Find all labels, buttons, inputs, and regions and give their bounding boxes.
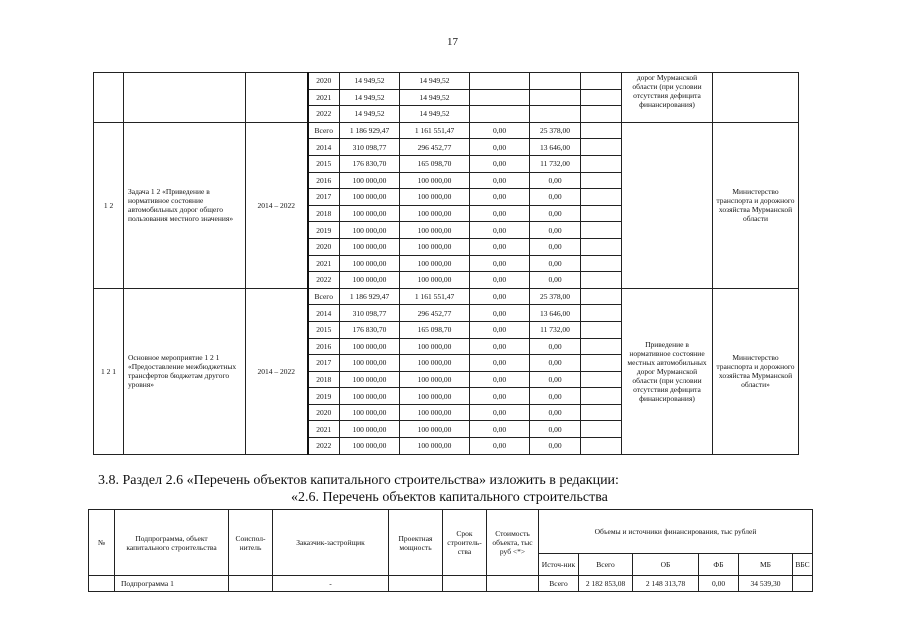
extra-cell bbox=[581, 238, 622, 255]
ob-cell: 100 000,00 bbox=[400, 172, 470, 189]
year-cell: 2021 bbox=[308, 255, 340, 272]
measure-name: Основное мероприятие 1 2 1 «Предоставление межбюджетных трансфертов бюджетам другого уровня» bbox=[124, 288, 246, 454]
fb-cell: 0,00 bbox=[470, 238, 530, 255]
extra-cell bbox=[581, 438, 622, 455]
fb-cell bbox=[470, 89, 530, 106]
ob-cell: 100 000,00 bbox=[400, 388, 470, 405]
year-cell: 2022 bbox=[308, 106, 340, 123]
year-cell: 2020 bbox=[308, 73, 340, 90]
row-fb: 0,00 bbox=[699, 576, 739, 592]
extra-cell bbox=[581, 189, 622, 206]
ob-cell: 296 452,77 bbox=[400, 139, 470, 156]
ob-cell: 100 000,00 bbox=[400, 338, 470, 355]
extra-cell bbox=[581, 155, 622, 172]
header-fb: ФБ bbox=[699, 554, 739, 576]
mb-cell: 0,00 bbox=[530, 438, 581, 455]
ob-cell: 14 949,52 bbox=[400, 73, 470, 90]
mb-cell: 0,00 bbox=[530, 404, 581, 421]
mb-cell: 0,00 bbox=[530, 222, 581, 239]
measure-result: Приведение в нормативное состояние местных автомобильных дорог Мурманской области (при условии отсутствия дефицита финансирования) bbox=[622, 288, 713, 454]
task-result bbox=[622, 122, 713, 288]
total-cell: 100 000,00 bbox=[340, 388, 400, 405]
ob-cell: 100 000,00 bbox=[400, 438, 470, 455]
row-term bbox=[443, 576, 487, 592]
ob-cell: 165 098,70 bbox=[400, 321, 470, 338]
mb-cell: 0,00 bbox=[530, 205, 581, 222]
total-cell: 310 098,77 bbox=[340, 139, 400, 156]
extra-cell bbox=[581, 272, 622, 289]
year-cell: 2014 bbox=[308, 139, 340, 156]
total-cell: 14 949,52 bbox=[340, 106, 400, 123]
year-cell: 2017 bbox=[308, 189, 340, 206]
fb-cell: 0,00 bbox=[470, 172, 530, 189]
mb-cell: 0,00 bbox=[530, 255, 581, 272]
row-coexecutor bbox=[229, 576, 273, 592]
ob-cell: 296 452,77 bbox=[400, 305, 470, 322]
total-cell: 100 000,00 bbox=[340, 272, 400, 289]
table-row bbox=[94, 122, 799, 139]
period-cell bbox=[246, 73, 308, 123]
extra-cell bbox=[581, 288, 622, 305]
row-vbs bbox=[793, 576, 813, 592]
ob-cell: 100 000,00 bbox=[400, 371, 470, 388]
total-cell: 100 000,00 bbox=[340, 189, 400, 206]
year-cell: 2019 bbox=[308, 222, 340, 239]
extra-cell bbox=[581, 338, 622, 355]
header-funding: Объемы и источники финансирования, тыс рублей bbox=[539, 510, 813, 554]
total-cell: 14 949,52 bbox=[340, 89, 400, 106]
ob-cell: 1 161 551,47 bbox=[400, 288, 470, 305]
row-total: 2 182 853,08 bbox=[579, 576, 633, 592]
ob-cell: 100 000,00 bbox=[400, 255, 470, 272]
header-num: № bbox=[89, 510, 115, 576]
extra-cell bbox=[581, 73, 622, 90]
year-cell: 2014 bbox=[308, 305, 340, 322]
extra-cell bbox=[581, 255, 622, 272]
year-cell: 2022 bbox=[308, 272, 340, 289]
row-cost bbox=[487, 576, 539, 592]
program-funding-table bbox=[93, 72, 799, 455]
total-cell: 176 830,70 bbox=[340, 155, 400, 172]
year-cell: 2016 bbox=[308, 172, 340, 189]
fb-cell: 0,00 bbox=[470, 371, 530, 388]
task-executor: Министерство транспорта и дорожного хозяйства Мурманской области bbox=[713, 122, 799, 288]
total-cell: 100 000,00 bbox=[340, 355, 400, 372]
extra-cell bbox=[581, 355, 622, 372]
extra-cell bbox=[581, 371, 622, 388]
year-cell: Всего bbox=[308, 288, 340, 305]
total-cell: 100 000,00 bbox=[340, 255, 400, 272]
ob-cell: 165 098,70 bbox=[400, 155, 470, 172]
header-coexecutor: Соиспол-нитель bbox=[229, 510, 273, 576]
row-capacity bbox=[389, 576, 443, 592]
mb-cell: 13 646,00 bbox=[530, 139, 581, 156]
row-num bbox=[89, 576, 115, 592]
header-mb: МБ bbox=[739, 554, 793, 576]
ob-cell: 100 000,00 bbox=[400, 189, 470, 206]
table-row bbox=[94, 73, 799, 90]
total-cell: 176 830,70 bbox=[340, 321, 400, 338]
ob-cell: 14 949,52 bbox=[400, 89, 470, 106]
extra-cell bbox=[581, 305, 622, 322]
fb-cell: 0,00 bbox=[470, 421, 530, 438]
mb-cell bbox=[530, 106, 581, 123]
num-cell bbox=[94, 73, 124, 123]
task-period: 2014 – 2022 bbox=[246, 122, 308, 288]
name-cell bbox=[124, 73, 246, 123]
mb-cell: 0,00 bbox=[530, 388, 581, 405]
year-cell: 2019 bbox=[308, 388, 340, 405]
ob-cell: 1 161 551,47 bbox=[400, 122, 470, 139]
total-cell: 100 000,00 bbox=[340, 238, 400, 255]
ob-cell: 100 000,00 bbox=[400, 421, 470, 438]
year-cell: 2020 bbox=[308, 404, 340, 421]
ob-cell: 100 000,00 bbox=[400, 404, 470, 421]
mb-cell: 0,00 bbox=[530, 272, 581, 289]
total-cell: 310 098,77 bbox=[340, 305, 400, 322]
extra-cell bbox=[581, 172, 622, 189]
result-cell: дорог Мурманской области (при условии отсутствия дефицита финансирования) bbox=[622, 73, 713, 123]
row-customer: - bbox=[273, 576, 389, 592]
year-cell: 2020 bbox=[308, 238, 340, 255]
extra-cell bbox=[581, 122, 622, 139]
header-term: Срок строитель-ства bbox=[443, 510, 487, 576]
mb-cell: 0,00 bbox=[530, 355, 581, 372]
ob-cell: 100 000,00 bbox=[400, 272, 470, 289]
year-cell: 2021 bbox=[308, 421, 340, 438]
total-cell: 100 000,00 bbox=[340, 371, 400, 388]
row-subprogram: Подпрограмма 1 bbox=[115, 576, 229, 592]
fb-cell: 0,00 bbox=[470, 321, 530, 338]
total-cell: 1 186 929,47 bbox=[340, 122, 400, 139]
executor-cell bbox=[713, 73, 799, 123]
fb-cell: 0,00 bbox=[470, 155, 530, 172]
row-mb: 34 539,30 bbox=[739, 576, 793, 592]
page-number: 17 bbox=[447, 36, 458, 48]
year-cell: Всего bbox=[308, 122, 340, 139]
extra-cell bbox=[581, 139, 622, 156]
measure-period: 2014 – 2022 bbox=[246, 288, 308, 454]
extra-cell bbox=[581, 421, 622, 438]
mb-cell: 0,00 bbox=[530, 338, 581, 355]
header-ob: ОБ bbox=[633, 554, 699, 576]
header-subprogram: Подпрограмма, объект капитального строительства bbox=[115, 510, 229, 576]
year-cell: 2015 bbox=[308, 321, 340, 338]
extra-cell bbox=[581, 205, 622, 222]
extra-cell bbox=[581, 106, 622, 123]
total-cell: 100 000,00 bbox=[340, 172, 400, 189]
extra-cell bbox=[581, 388, 622, 405]
section-title: «2.6. Перечень объектов капитального строительства bbox=[291, 490, 608, 505]
header-capacity: Проектная мощность bbox=[389, 510, 443, 576]
fb-cell: 0,00 bbox=[470, 388, 530, 405]
year-cell: 2017 bbox=[308, 355, 340, 372]
total-cell: 100 000,00 bbox=[340, 222, 400, 239]
year-cell: 2015 bbox=[308, 155, 340, 172]
fb-cell: 0,00 bbox=[470, 338, 530, 355]
row-source: Всего bbox=[539, 576, 579, 592]
extra-cell bbox=[581, 222, 622, 239]
fb-cell: 0,00 bbox=[470, 272, 530, 289]
header-total: Всего bbox=[579, 554, 633, 576]
header-customer: Заказчик-застройщик bbox=[273, 510, 389, 576]
mb-cell: 25 378,00 bbox=[530, 288, 581, 305]
total-cell: 100 000,00 bbox=[340, 404, 400, 421]
year-cell: 2021 bbox=[308, 89, 340, 106]
fb-cell bbox=[470, 106, 530, 123]
ob-cell: 100 000,00 bbox=[400, 222, 470, 239]
capital-construction-table bbox=[88, 509, 813, 592]
measure-executor: Министерство транспорта и дорожного хозяйства Мурманской области» bbox=[713, 288, 799, 454]
year-cell: 2018 bbox=[308, 205, 340, 222]
total-cell: 100 000,00 bbox=[340, 421, 400, 438]
mb-cell: 0,00 bbox=[530, 238, 581, 255]
total-cell: 100 000,00 bbox=[340, 205, 400, 222]
task-number: 1 2 bbox=[94, 122, 124, 288]
ob-cell: 100 000,00 bbox=[400, 238, 470, 255]
paragraph-section-edit: 3.8. Раздел 2.6 «Перечень объектов капитального строительства» изложить в редакции: bbox=[98, 473, 619, 488]
year-cell: 2022 bbox=[308, 438, 340, 455]
mb-cell bbox=[530, 89, 581, 106]
fb-cell: 0,00 bbox=[470, 355, 530, 372]
table-row bbox=[94, 288, 799, 305]
fb-cell: 0,00 bbox=[470, 139, 530, 156]
header-cost: Стоимость объекта, тыс руб <*> bbox=[487, 510, 539, 576]
mb-cell: 0,00 bbox=[530, 172, 581, 189]
header-vbs: ВБС bbox=[793, 554, 813, 576]
extra-cell bbox=[581, 89, 622, 106]
fb-cell: 0,00 bbox=[470, 255, 530, 272]
ob-cell: 14 949,52 bbox=[400, 106, 470, 123]
extra-cell bbox=[581, 321, 622, 338]
task-name: Задача 1 2 «Приведение в нормативное состояние автомобильных дорог общего пользования местного значения» bbox=[124, 122, 246, 288]
extra-cell bbox=[581, 404, 622, 421]
ob-cell: 100 000,00 bbox=[400, 205, 470, 222]
mb-cell: 11 732,00 bbox=[530, 155, 581, 172]
mb-cell: 0,00 bbox=[530, 189, 581, 206]
measure-number: 1 2 1 bbox=[94, 288, 124, 454]
total-cell: 1 186 929,47 bbox=[340, 288, 400, 305]
fb-cell: 0,00 bbox=[470, 288, 530, 305]
ob-cell: 100 000,00 bbox=[400, 355, 470, 372]
fb-cell: 0,00 bbox=[470, 404, 530, 421]
fb-cell: 0,00 bbox=[470, 305, 530, 322]
mb-cell: 0,00 bbox=[530, 421, 581, 438]
total-cell: 14 949,52 bbox=[340, 73, 400, 90]
fb-cell: 0,00 bbox=[470, 438, 530, 455]
mb-cell: 11 732,00 bbox=[530, 321, 581, 338]
fb-cell: 0,00 bbox=[470, 222, 530, 239]
fb-cell bbox=[470, 73, 530, 90]
year-cell: 2018 bbox=[308, 371, 340, 388]
fb-cell: 0,00 bbox=[470, 189, 530, 206]
mb-cell: 13 646,00 bbox=[530, 305, 581, 322]
header-source: Источ-ник bbox=[539, 554, 579, 576]
year-cell: 2016 bbox=[308, 338, 340, 355]
mb-cell: 25 378,00 bbox=[530, 122, 581, 139]
fb-cell: 0,00 bbox=[470, 205, 530, 222]
mb-cell: 0,00 bbox=[530, 371, 581, 388]
total-cell: 100 000,00 bbox=[340, 338, 400, 355]
total-cell: 100 000,00 bbox=[340, 438, 400, 455]
mb-cell bbox=[530, 73, 581, 90]
row-ob: 2 148 313,78 bbox=[633, 576, 699, 592]
fb-cell: 0,00 bbox=[470, 122, 530, 139]
